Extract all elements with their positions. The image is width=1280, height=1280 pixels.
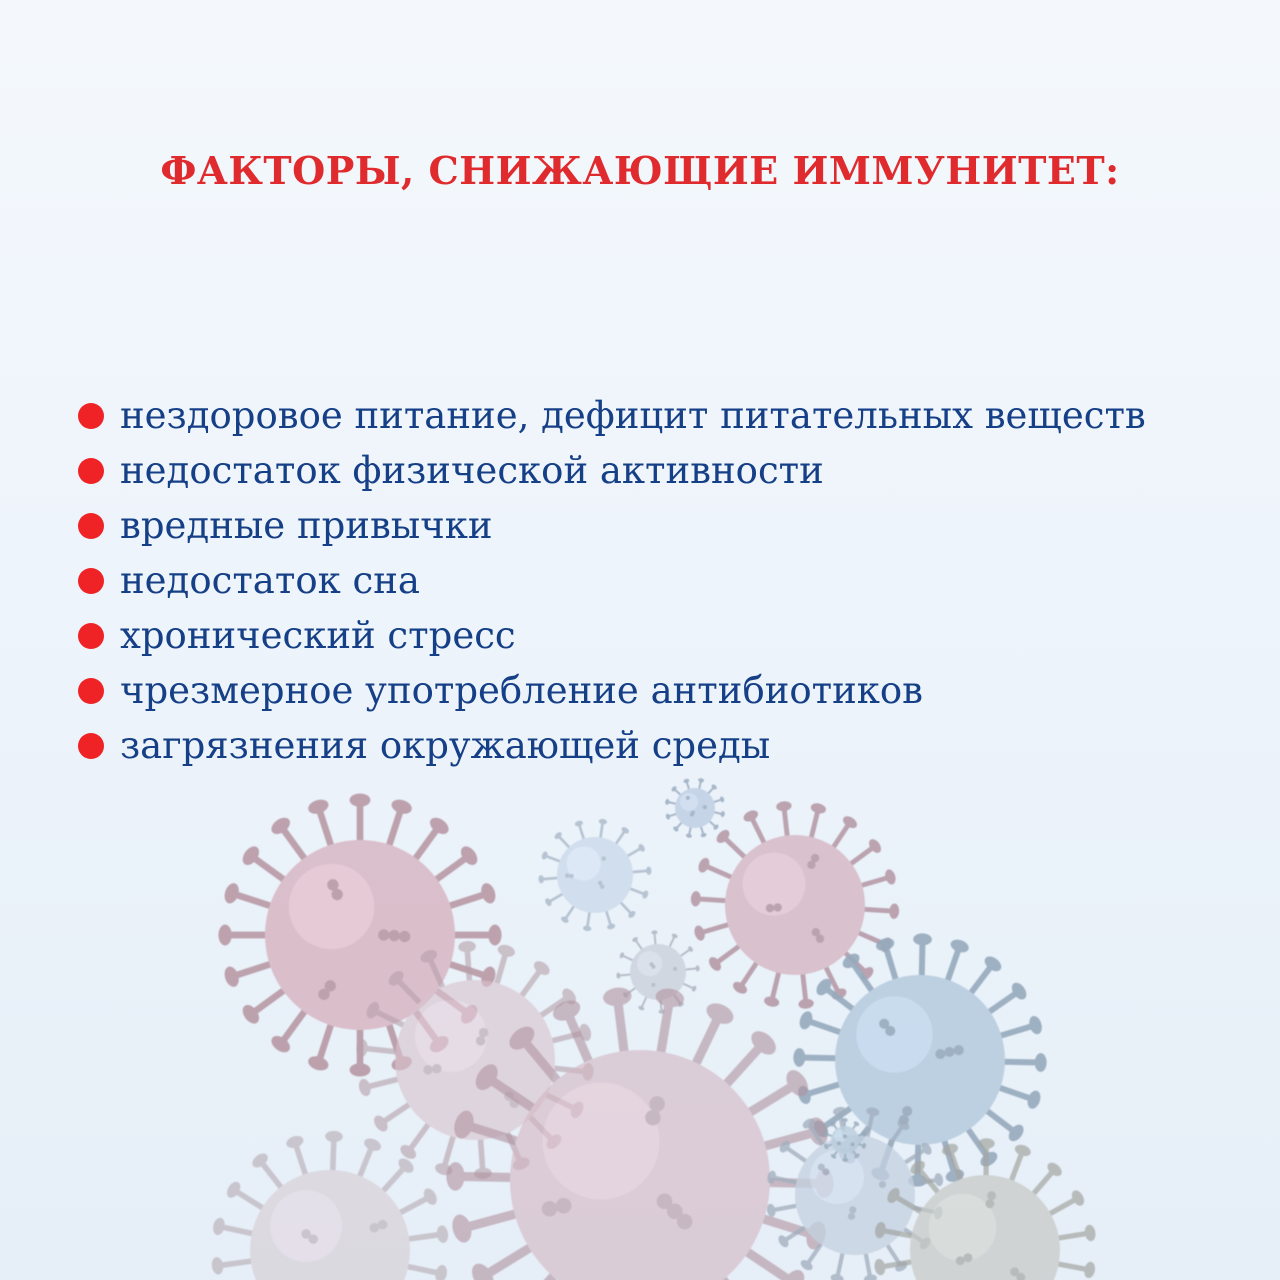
factor-text: вредные привычки [120,504,493,547]
list-item [78,388,1258,443]
list-item [78,663,1258,718]
bullet-dot-icon [78,678,104,704]
bullet-dot-icon [78,733,104,759]
list-item [78,608,1258,663]
factor-list [78,388,1258,773]
bullet-dot-icon [78,568,104,594]
list-item [78,498,1258,553]
page-title: ФАКТОРЫ, СНИЖАЮЩИЕ ИММУНИТЕТ: [160,148,1120,193]
factor-text: хронический стресс [120,614,516,657]
list-item [78,443,1258,498]
bullet-dot-icon [78,623,104,649]
factor-text: нездоровое питание, дефицит питательных веществ [120,394,1146,437]
list-item [78,718,1258,773]
factor-text: загрязнения окружающей среды [120,724,771,767]
virus-particle-icon [690,800,899,1009]
bullet-dot-icon [78,458,104,484]
factor-text: чрезмерное употребление антибиотиков [120,669,924,712]
list-item [78,553,1258,608]
virus-cluster-icon [0,760,1280,1280]
virus-particle-icon [538,818,652,931]
bullet-dot-icon [78,513,104,539]
factor-text: недостаток сна [120,559,420,602]
virus-particle-icon [665,778,726,839]
bullet-dot-icon [78,403,104,429]
factor-text: недостаток физической активности [120,449,824,492]
